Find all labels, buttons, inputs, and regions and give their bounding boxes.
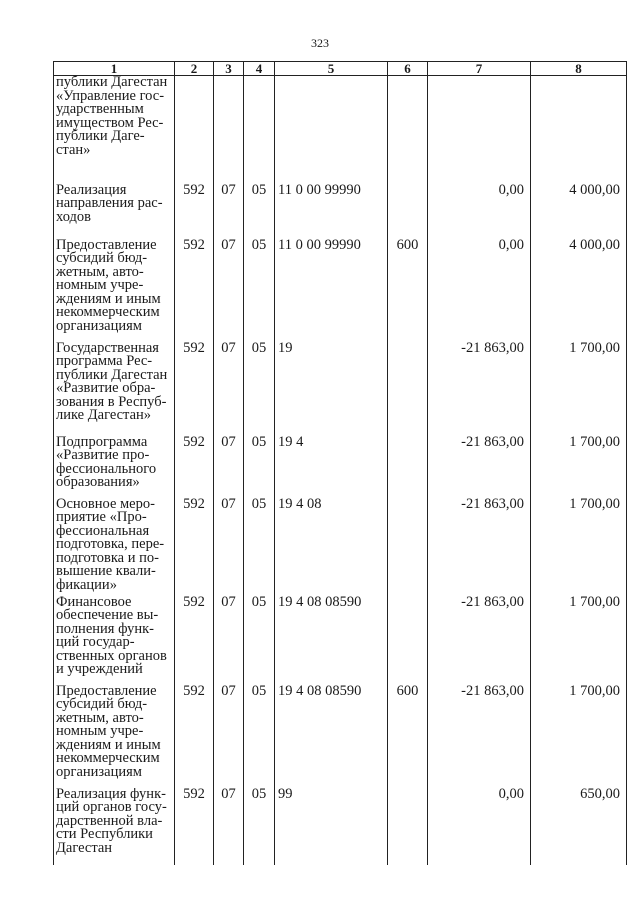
header-col-5: 5 bbox=[275, 62, 388, 76]
header-col-2: 2 bbox=[175, 62, 214, 76]
row-ministry-code: 592 bbox=[175, 342, 214, 436]
header-col-8: 8 bbox=[531, 62, 627, 76]
row-change: -21 863,00 bbox=[428, 685, 531, 788]
page-number: 323 bbox=[311, 36, 329, 50]
row-expense-type bbox=[388, 436, 428, 498]
row-name: Предоставление субсидий бюд- жетным, авто- номным учре- ждениям и иным некоммерческим организациям bbox=[54, 239, 175, 342]
table-row bbox=[54, 342, 627, 436]
row-expense-type bbox=[388, 498, 428, 596]
row-expense-type bbox=[388, 788, 428, 865]
row-ministry-code: 592 bbox=[175, 685, 214, 788]
row-expense-type bbox=[388, 184, 428, 239]
table-row bbox=[54, 76, 627, 184]
table-row bbox=[54, 239, 627, 342]
row-section: 07 bbox=[214, 184, 244, 239]
row-change: 0,00 bbox=[428, 788, 531, 865]
row-ministry-code: 592 bbox=[175, 788, 214, 865]
row-expense-type bbox=[388, 342, 428, 436]
row-amount: 1 700,00 bbox=[531, 498, 627, 596]
row-expense-type: 600 bbox=[388, 239, 428, 342]
row-ministry-code: 592 bbox=[175, 596, 214, 685]
row-section: 07 bbox=[214, 342, 244, 436]
table-row bbox=[54, 788, 627, 865]
row-expense-type bbox=[388, 76, 428, 184]
row-amount: 1 700,00 bbox=[531, 436, 627, 498]
row-amount: 650,00 bbox=[531, 788, 627, 865]
header-row bbox=[54, 62, 627, 76]
row-ministry-code: 592 bbox=[175, 498, 214, 596]
row-ministry-code: 592 bbox=[175, 239, 214, 342]
row-name: Основное меро- приятие «Про- фессиональная подготовка, пере- подготовка и по- вышение квали- фикации» bbox=[54, 498, 175, 596]
table-row bbox=[54, 596, 627, 685]
row-subsection: 05 bbox=[244, 184, 275, 239]
row-subsection: 05 bbox=[244, 436, 275, 498]
row-target-code: 19 bbox=[275, 342, 388, 436]
row-subsection: 05 bbox=[244, 239, 275, 342]
row-change: 0,00 bbox=[428, 184, 531, 239]
row-target-code: 19 4 08 bbox=[275, 498, 388, 596]
table-row bbox=[54, 184, 627, 239]
table-row bbox=[54, 685, 627, 788]
row-change: 0,00 bbox=[428, 239, 531, 342]
row-change: -21 863,00 bbox=[428, 342, 531, 436]
header-col-1: 1 bbox=[54, 62, 175, 76]
row-target-code: 11 0 00 99990 bbox=[275, 239, 388, 342]
header-col-4: 4 bbox=[244, 62, 275, 76]
row-target-code bbox=[275, 76, 388, 184]
row-amount: 1 700,00 bbox=[531, 685, 627, 788]
row-subsection: 05 bbox=[244, 498, 275, 596]
row-subsection bbox=[244, 76, 275, 184]
row-name: Реализация направления рас- ходов bbox=[54, 184, 175, 239]
row-name: Финансовое обеспечение вы- полнения функ- ций государ- ственных органов и учреждений bbox=[54, 596, 175, 685]
header-col-3: 3 bbox=[214, 62, 244, 76]
header-col-7: 7 bbox=[428, 62, 531, 76]
row-subsection: 05 bbox=[244, 685, 275, 788]
row-name: Реализация функ- ций органов госу- дарственной вла- сти Республики Дагестан bbox=[54, 788, 175, 865]
row-change: -21 863,00 bbox=[428, 436, 531, 498]
row-name: Государственная программа Рес- публики Дагестан «Развитие обра- зования в Респуб- лике Дагестан» bbox=[54, 342, 175, 436]
row-subsection: 05 bbox=[244, 596, 275, 685]
row-amount: 4 000,00 bbox=[531, 239, 627, 342]
row-change: -21 863,00 bbox=[428, 498, 531, 596]
header-col-6: 6 bbox=[388, 62, 428, 76]
row-section bbox=[214, 76, 244, 184]
row-subsection: 05 bbox=[244, 342, 275, 436]
row-expense-type: 600 bbox=[388, 685, 428, 788]
row-change bbox=[428, 76, 531, 184]
row-target-code: 99 bbox=[275, 788, 388, 865]
row-ministry-code: 592 bbox=[175, 436, 214, 498]
row-name: публики Дагестан «Управление гос- ударственным имуществом Рес- публики Даге- стан» bbox=[54, 76, 175, 184]
row-section: 07 bbox=[214, 788, 244, 865]
table-row bbox=[54, 436, 627, 498]
row-target-code: 19 4 bbox=[275, 436, 388, 498]
row-section: 07 bbox=[214, 685, 244, 788]
row-name: Подпрограмма «Развитие про- фессионального образования» bbox=[54, 436, 175, 498]
row-expense-type bbox=[388, 596, 428, 685]
row-section: 07 bbox=[214, 436, 244, 498]
row-section: 07 bbox=[214, 498, 244, 596]
row-target-code: 19 4 08 08590 bbox=[275, 596, 388, 685]
row-name: Предоставление субсидий бюд- жетным, авто- номным учре- ждениям и иным некоммерческим организациям bbox=[54, 685, 175, 788]
row-amount: 4 000,00 bbox=[531, 184, 627, 239]
row-target-code: 19 4 08 08590 bbox=[275, 685, 388, 788]
row-change: -21 863,00 bbox=[428, 596, 531, 685]
row-section: 07 bbox=[214, 596, 244, 685]
budget-table bbox=[53, 61, 627, 865]
row-ministry-code: 592 bbox=[175, 184, 214, 239]
row-target-code: 11 0 00 99990 bbox=[275, 184, 388, 239]
row-amount: 1 700,00 bbox=[531, 342, 627, 436]
row-subsection: 05 bbox=[244, 788, 275, 865]
row-section: 07 bbox=[214, 239, 244, 342]
row-amount: 1 700,00 bbox=[531, 596, 627, 685]
row-ministry-code bbox=[175, 76, 214, 184]
row-amount bbox=[531, 76, 627, 184]
table-row bbox=[54, 498, 627, 596]
